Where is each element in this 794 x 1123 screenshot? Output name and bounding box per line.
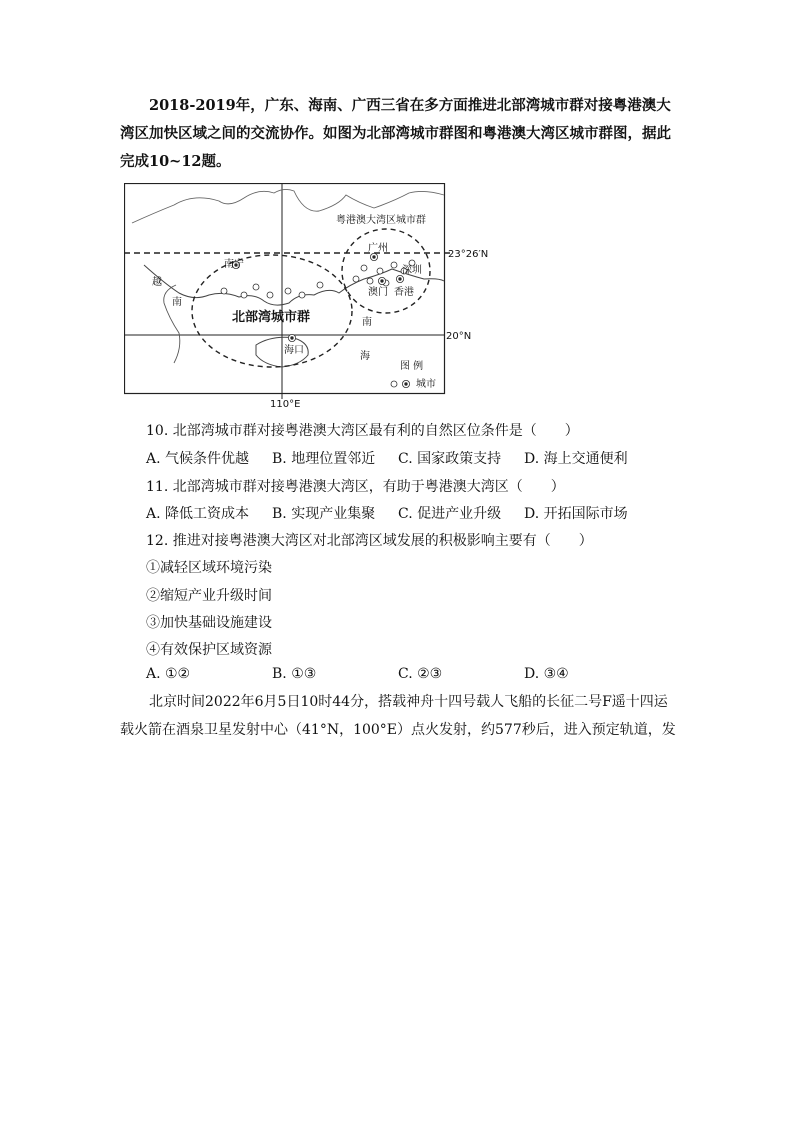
q11-option-a[interactable]: A. 降低工资成本: [146, 506, 250, 522]
q11-option-c[interactable]: C. 促进产业升级: [398, 506, 502, 522]
guangzhou-label: 广州: [368, 243, 388, 254]
lat-top-label: 23°26′N: [448, 249, 489, 260]
q12-item-1: ①减轻区域环境污染: [146, 560, 272, 576]
lat-bottom-label: 20°N: [446, 331, 472, 342]
question-12-stem: 12. 推进对接粤港澳大湾区对北部湾区域发展的积极影响主要有（ ）: [146, 533, 593, 549]
hai-sea-label: 海: [360, 351, 370, 362]
nan-left-label: 南: [172, 297, 182, 308]
q10-option-d[interactable]: D. 海上交通便利: [524, 451, 628, 467]
q11-option-d[interactable]: D. 开拓国际市场: [524, 506, 628, 522]
closing-paragraph: 北京时间2022年6月5日10时44分，搭载神舟十四号载人飞船的长征二号F遥十四运载火箭在酒泉卫星发射中心（41°N，100°E）点火发射，约577秒后，进入预定轨道，发: [120, 694, 676, 738]
question-10-stem: 10. 北部湾城市群对接粤港澳大湾区最有利的自然区位条件是（ ）: [146, 423, 579, 439]
question-11-stem: 11. 北部湾城市群对接粤港澳大湾区，有助于粤港澳大湾区（ ）: [146, 479, 565, 495]
hongkong-label: 香港: [394, 287, 414, 298]
shenzhen-label: 深圳: [402, 265, 422, 276]
q12-option-d[interactable]: D. ③④: [524, 666, 569, 682]
intro-paragraph: 2018-2019年，广东、海南、广西三省在多方面推进北部湾城市群对接粤港澳大湾区加快区域之间的交流协作。如图为北部湾城市群图和粤港澳大湾区城市群图，据此完成10~12题。: [120, 97, 671, 170]
q12-option-b[interactable]: B. ①③: [272, 666, 317, 682]
q12-item-2: ②缩短产业升级时间: [146, 588, 272, 604]
haikou-label: 海口: [284, 345, 304, 356]
q12-item-4: ④有效保护区域资源: [146, 642, 272, 658]
macau-label: 澳门: [368, 287, 388, 298]
q12-option-c[interactable]: C. ②③: [398, 666, 443, 682]
q11-option-b[interactable]: B. 实现产业集聚: [272, 506, 376, 522]
q12-item-3: ③加快基础设施建设: [146, 615, 272, 631]
q10-option-c[interactable]: C. 国家政策支持: [398, 451, 502, 467]
yue-label: 越: [152, 277, 162, 288]
q12-option-a[interactable]: A. ①②: [146, 666, 191, 682]
gba-title-label: 粤港澳大湾区城市群: [336, 215, 426, 226]
legend-title-label: 图 例: [400, 361, 424, 372]
nanning-label: 南宁: [224, 259, 244, 270]
q10-option-a[interactable]: A. 气候条件优越: [146, 451, 250, 467]
lon-label: 110°E: [270, 399, 301, 409]
nan-sea-label: 南: [362, 317, 372, 328]
bay-area-map: [124, 183, 494, 409]
beibu-label: 北部湾城市群: [232, 310, 311, 325]
legend-city-label: 城市: [416, 379, 436, 390]
q10-option-b[interactable]: B. 地理位置邻近: [272, 451, 376, 467]
